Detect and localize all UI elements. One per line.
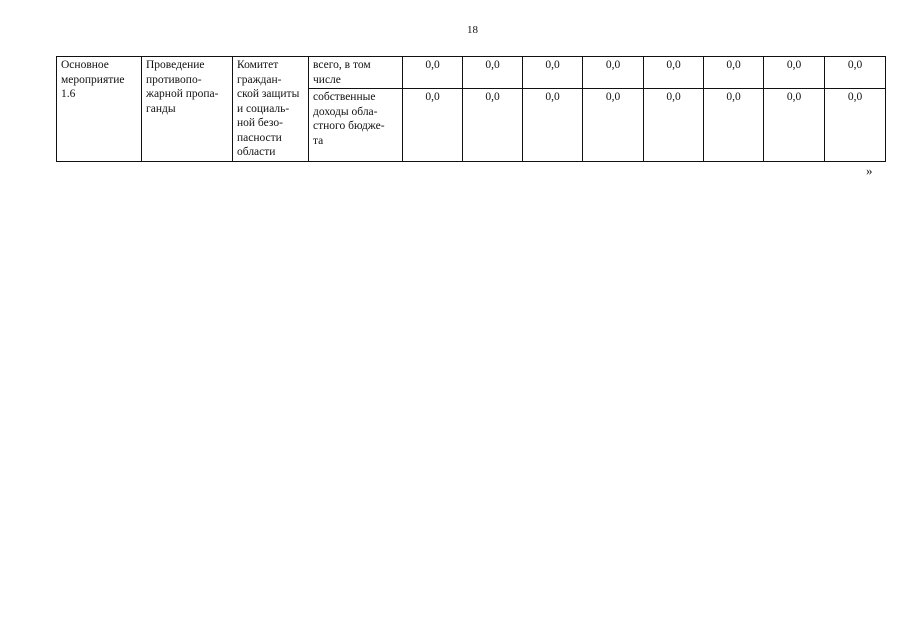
value-cell: 0,0 <box>523 89 583 162</box>
table-row <box>57 57 886 89</box>
value-cell: 0,0 <box>463 89 523 162</box>
value-cell: 0,0 <box>825 89 886 162</box>
value-cell: 0,0 <box>644 89 704 162</box>
value-cell: 0,0 <box>403 57 463 89</box>
value-cell: 0,0 <box>704 57 764 89</box>
value-cell: 0,0 <box>825 57 886 89</box>
value-cell: 0,0 <box>583 57 644 89</box>
value-cell: 0,0 <box>764 57 825 89</box>
measure-cell: Основное мероприятие 1.6 <box>57 57 142 162</box>
action-cell: Проведение противопо- жарной пропа- ганды <box>142 57 233 162</box>
value-cell: 0,0 <box>644 57 704 89</box>
value-cell: 0,0 <box>523 57 583 89</box>
executor-cell: Комитет граждан- ской защиты и социаль- ной безо- пасности области <box>233 57 309 162</box>
value-cell: 0,0 <box>704 89 764 162</box>
value-cell: 0,0 <box>403 89 463 162</box>
page-number: 18 <box>467 24 478 36</box>
funding-source-cell: всего, в том числе <box>309 57 403 89</box>
closing-quote: » <box>866 163 873 178</box>
value-cell: 0,0 <box>764 89 825 162</box>
funding-source-cell: собственные доходы обла- стного бюдже- та <box>309 89 403 162</box>
budget-table <box>56 56 886 162</box>
value-cell: 0,0 <box>583 89 644 162</box>
value-cell: 0,0 <box>463 57 523 89</box>
